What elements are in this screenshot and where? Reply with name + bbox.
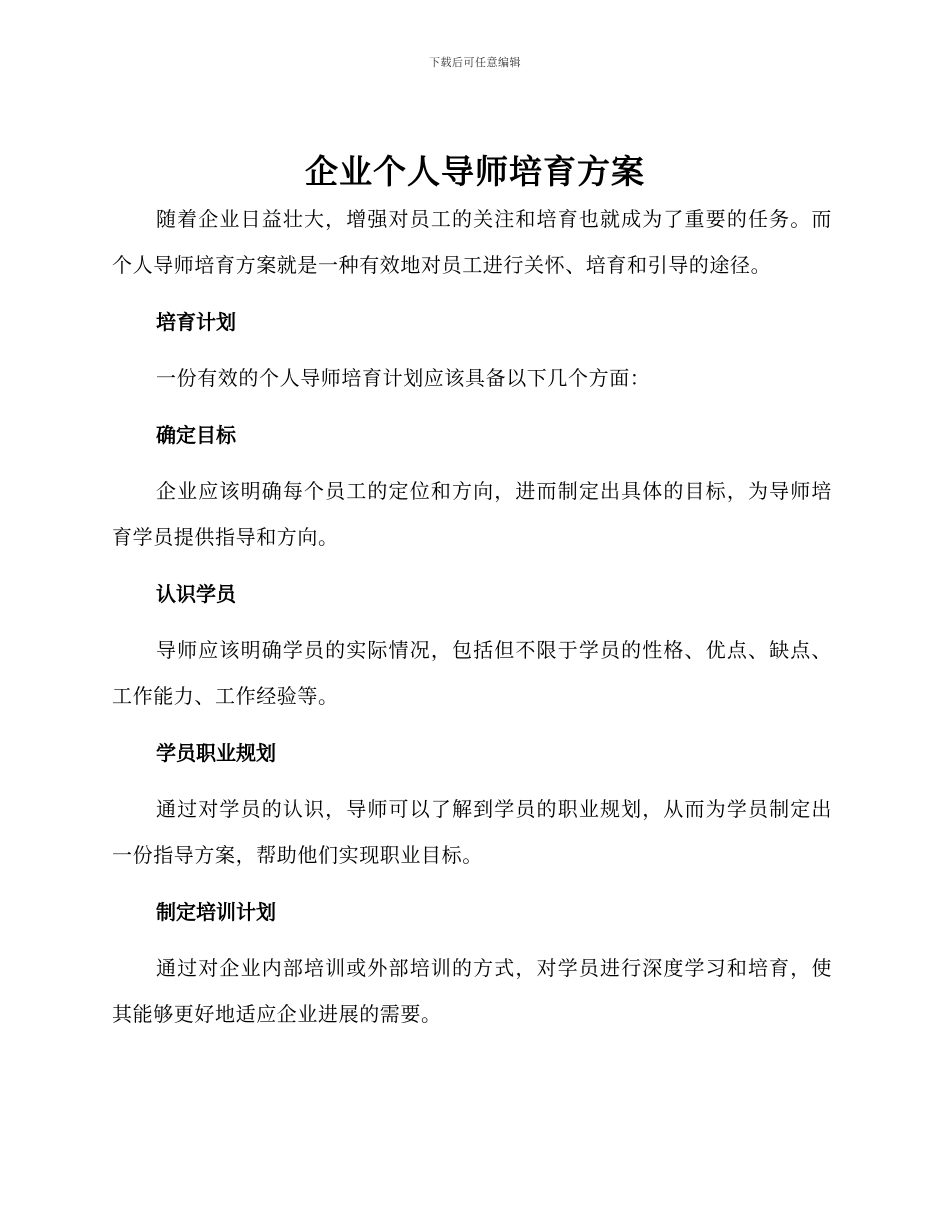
intro-paragraph: 随着企业日益壮大，增强对员工的关注和培育也就成为了重要的任务。而个人导师培育方案就是一种有效地对员工进行关怀、培育和引导的途径。 bbox=[112, 207, 832, 277]
document-body bbox=[112, 196, 832, 1037]
section-paragraph: 企业应该明确每个员工的定位和方向，进而制定出具体的目标，为导师培育学员提供指导和方向。 bbox=[112, 479, 832, 549]
section-heading: 认识学员 bbox=[156, 582, 236, 606]
section-heading: 学员职业规划 bbox=[156, 741, 276, 765]
section-set-goals bbox=[112, 412, 832, 560]
section-know-trainee bbox=[112, 571, 832, 719]
section-cultivation-plan bbox=[112, 299, 832, 401]
section-heading: 制定培训计划 bbox=[156, 900, 276, 924]
document-title: 企业个人导师培育方案 bbox=[305, 152, 645, 191]
section-paragraph: 通过对企业内部培训或外部培训的方式，对学员进行深度学习和培育，使其能够更好地适应企业进展的需要。 bbox=[112, 956, 832, 1026]
section-heading: 确定目标 bbox=[156, 423, 236, 447]
section-heading: 培育计划 bbox=[156, 310, 236, 334]
section-training-plan bbox=[112, 889, 832, 1037]
section-paragraph: 一份有效的个人导师培育计划应该具备以下几个方面： bbox=[156, 366, 651, 390]
header-note: 下载后可任意编辑 bbox=[429, 56, 521, 69]
section-career-planning bbox=[112, 730, 832, 878]
section-paragraph: 导师应该明确学员的实际情况，包括但不限于学员的性格、优点、缺点、工作能力、工作经验等。 bbox=[112, 638, 832, 708]
section-paragraph: 通过对学员的认识，导师可以了解到学员的职业规划，从而为学员制定出一份指导方案，帮助他们实现职业目标。 bbox=[112, 797, 832, 867]
